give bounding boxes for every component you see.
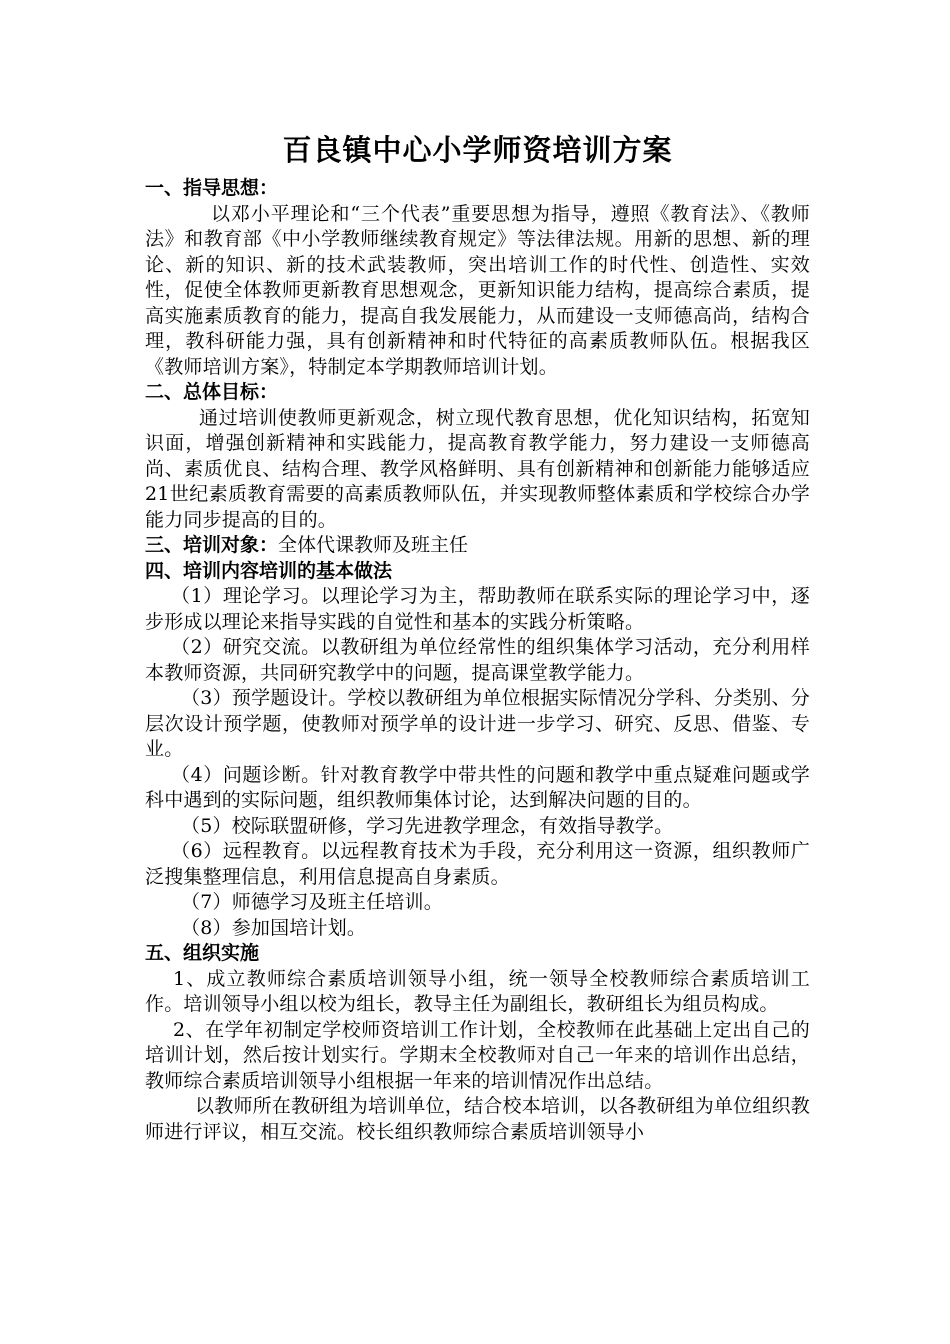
section-heading: 四、培训内容培训的基本做法	[145, 559, 393, 582]
list-item: （1）理论学习。以理论学习为主，帮助教师在联系实际的理论学习中，逐步形成以理论来指导实践的自觉性和基本的实践分析策略。	[145, 585, 810, 633]
paragraph: 通过培训使教师更新观念，树立现代教育思想，优化知识结构，拓宽知识面，增强创新精神和实践能力，提高教育教学能力，努力建设一支师德高尚、素质优良、结构合理、教学风格鲜明、具有创新精神和创新能力能够适应21世纪素质教育需要的高素质教师队伍，并实现教师整体素质和学校综合办学能力同步提高的目的。	[145, 406, 810, 531]
section-heading-value: 全体代课教师及班主任	[278, 534, 469, 556]
section-guiding-ideology	[145, 176, 810, 380]
section-overall-goals	[145, 380, 810, 533]
section-training-content	[145, 559, 810, 942]
list-item: （6）远程教育。以远程教育技术为手段，充分利用这一资源，组织教师广泛搜集整理信息，利用信息提高自身素质。	[145, 840, 810, 888]
list-item: （3）预学题设计。学校以教研组为单位根据实际情况分学科、分类别、分层次设计预学题，使教师对预学单的设计进一步学习、研究、反思、借鉴、专业。	[145, 687, 810, 760]
list-item: （7）师德学习及班主任培训。	[181, 891, 443, 913]
list-item: （8）参加国培计划。	[181, 916, 367, 939]
document-title: 百良镇中心小学师资培训方案	[282, 133, 673, 167]
section-heading: 五、组织实施	[145, 942, 260, 964]
list-item: （5）校际联盟研修，学习先进教学理念，有效指导教学。	[181, 814, 674, 837]
paragraph: 以邓小平理论和“三个代表”重要思想为指导，遵照《教育法》、《教师法》和教育部《中小学教师继续教育规定》等法律法规。用新的思想、新的理论、新的知识、新的技术武装教师，突出培训工作的时代性、创造性、实效性，促使全体教师更新教育思想观念，更新知识能力结构，提高综合素质，提高实施素质教育的能力，提高自我发展能力，从而建设一支师德高尚，结构合理，教科研能力强，具有创新精神和时代特征的高素质教师队伍。根据我区《教师培训方案》，特制定本学期教师培训计划。	[145, 202, 810, 378]
section-heading	[145, 533, 810, 559]
paragraph: 2、在学年初制定学校师资培训工作计划，全校教师在此基础上定出自己的培训计划，然后按计划实行。学期末全校教师对自己一年来的培训作出总结，教师综合素质培训领导小组根据一年来的培训情况作出总结。	[145, 1018, 810, 1092]
paragraph: 1、成立教师综合素质培训领导小组，统一领导全校教师综合素质培训工作。培训领导小组以校为组长，教导主任为副组长，教研组长为组员构成。	[145, 967, 810, 1015]
paragraph: 以教师所在教研组为培训单位，结合校本培训，以各教研组为单位组织教师进行评议，相互交流。校长组织教师综合素质培训领导小	[145, 1095, 810, 1143]
list-item: （2）研究交流。以教研组为单位经常性的组织集体学习活动，充分利用样本教师资源，共同研究教学中的问题，提高课堂教学能力。	[145, 636, 810, 684]
list-item: （4）问题诊断。针对教育教学中带共性的问题和教学中重点疑难问题或学科中遇到的实际问题，组织教师集体讨论，达到解决问题的目的。	[145, 763, 810, 811]
section-heading-label: 三、培训对象：	[145, 534, 279, 556]
section-heading: 二、总体目标：	[145, 381, 279, 403]
document-page	[145, 126, 810, 1145]
section-organization	[145, 941, 810, 1145]
section-training-targets	[145, 533, 810, 559]
section-heading: 一、指导思想：	[145, 177, 279, 199]
